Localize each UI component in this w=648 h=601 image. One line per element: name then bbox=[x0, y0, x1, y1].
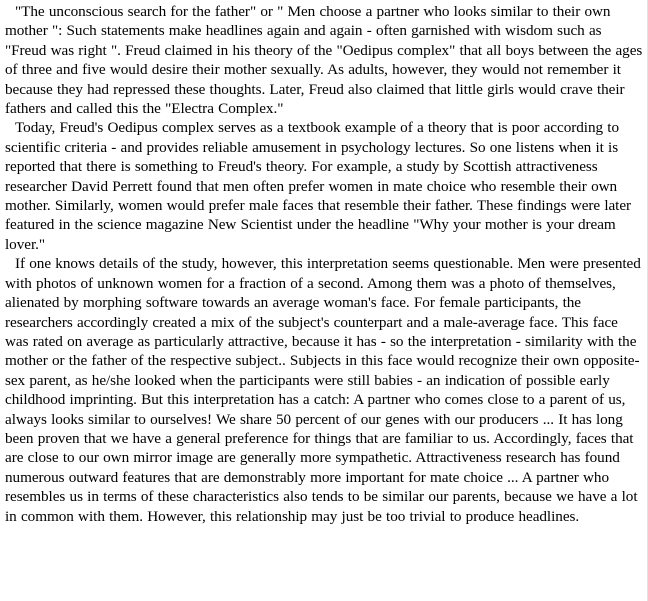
paragraph-1: "The unconscious search for the father" or " Men choose a partner who looks similar to their own mother ": Such statements make headlines again and again - often garnished with wisdom such as "Freud was right ". Freud claimed in his theory of the "Oedipus complex" that all boys between the ages of three and five would desire their mother sexually. As adults, however, they would not remember it because they had repressed these thoughts. Later, Freud also claimed that little girls would crave their fathers and called this the "Electra Complex." bbox=[5, 3, 643, 118]
document-body bbox=[5, 2, 645, 526]
paragraph-3: If one knows details of the study, however, this interpretation seems questionable. Men were presented with photos of unknown women for a fraction of a second. Among them was a photo of themselves, alienated by morphing software towards an average woman's face. For female participants, the researchers accordingly created a mix of the subject's counterpart and a male-average face. This face was rated on average as particularly attractive, because it has - so the interpretation - similarity with the mother or the father of the respective subject.. Subjects in this face would recognize their own opposite-sex parent, as he/she looked when the participants were still babies - an indication of possible early childhood imprinting. But this interpretation has a catch: A partner who comes close to a parent of us, always looks similar to ourselves! We share 50 percent of our genes with our producers ... It has long been proven that we have a general preference for things that are familiar to us. Accordingly, faces that are close to our own mirror image are generally more sympathetic. Attractiveness research has found numerous outward features that are demonstrably more important for mate choice ... A partner who resembles us in terms of these characteristics also tends to be similar our parents, because we have a lot in common with them. However, this relationship may just be too trivial to produce headlines. bbox=[5, 255, 641, 525]
paragraph-2: Today, Freud's Oedipus complex serves as a textbook example of a theory that is poor according to scientific criteria - and provides reliable amusement in psychology lectures. So one listens when it is reported that there is something to Freud's theory. For example, a study by Scottish attractiveness researcher David Perrett found that men often prefer women in mate choice who resemble their own mother. Similarly, women would prefer male faces that resemble their father. These findings were later featured in the science magazine New Scientist under the headline "Why your mother is your dream lover." bbox=[5, 119, 632, 253]
